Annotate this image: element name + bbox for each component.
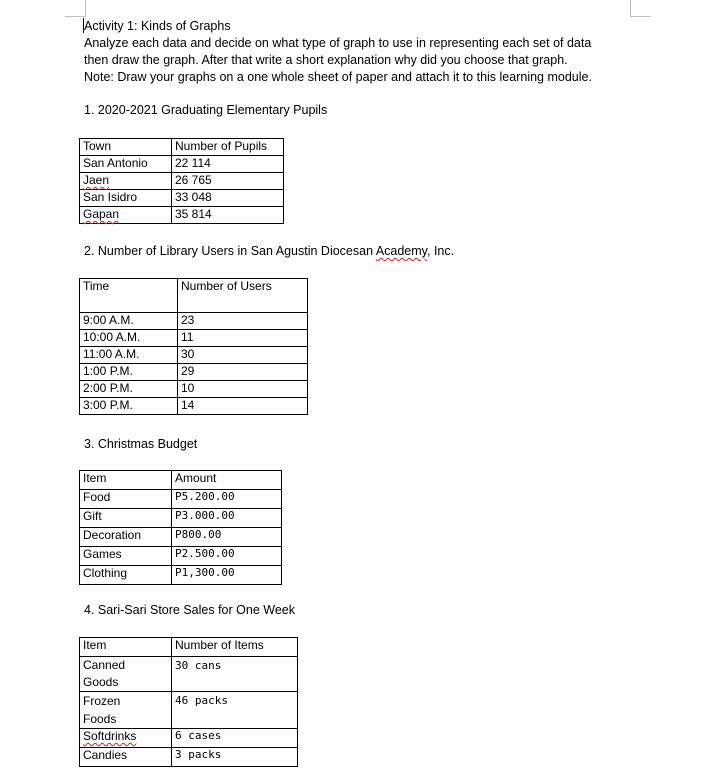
table-header: Number of Pupils [172, 139, 284, 156]
table-cell-text: Gapan [83, 207, 120, 221]
instructions-line: Analyze each data and decide on what type of graph to use in representing each set of data [84, 36, 592, 50]
table-cell: 33 048 [172, 190, 284, 207]
document-page[interactable] [83, 18, 644, 762]
table-header: Amount [172, 471, 282, 490]
table-cell [80, 173, 172, 190]
table-cell: P1,300.00 [172, 566, 282, 585]
table-cell: 10:00 A.M. [80, 330, 178, 347]
section-2-title [84, 244, 454, 258]
page-corner-marker [65, 0, 86, 17]
table-cell: 11 [178, 330, 308, 347]
table-cell: 6 cases [172, 729, 298, 748]
table-cell: San Isidro [80, 190, 172, 207]
table-cell: P800.00 [172, 528, 282, 547]
table-cell: 3:00 P.M. [80, 398, 178, 415]
table-cell: P3.000.00 [172, 509, 282, 528]
table-cell: Candies [80, 748, 172, 767]
table-cell: Food [80, 490, 172, 509]
table-cell: 10 [178, 381, 308, 398]
table-cell: 30 cans [172, 657, 298, 692]
table-cell [80, 207, 172, 224]
table-cell: 3 packs [172, 748, 298, 767]
table-cell: 2:00 P.M. [80, 381, 178, 398]
table-cell: 23 [178, 313, 308, 330]
store-sales-table [79, 637, 298, 767]
pupils-table [79, 138, 284, 224]
table-cell: P2.500.00 [172, 547, 282, 566]
table-cell: 22 114 [172, 156, 284, 173]
table-cell: San Antonio [80, 156, 172, 173]
table-cell: Games [80, 547, 172, 566]
table-cell: 30 [178, 347, 308, 364]
table-cell: 1:00 P.M. [80, 364, 178, 381]
table-cell [80, 692, 172, 729]
table-cell-line: Canned [83, 658, 126, 672]
section-4-title: 4. Sari-Sari Store Sales for One Week [84, 603, 295, 617]
table-header: Time [80, 279, 178, 313]
table-cell: 9:00 A.M. [80, 313, 178, 330]
table-cell: Clothing [80, 566, 172, 585]
table-header: Item [80, 638, 172, 657]
table-cell-text: Softdrinks [83, 729, 137, 743]
section-2-title-text: 2. Number of Library Users in San Agustin Diocesan [84, 244, 376, 258]
table-cell: 46 packs [172, 692, 298, 729]
library-users-table [79, 278, 308, 415]
table-cell-line: Frozen [83, 694, 121, 708]
instructions-line: then draw the graph. After that write a short explanation why did you choose that graph. [84, 53, 568, 67]
table-cell [80, 729, 172, 748]
table-cell: Gift [80, 509, 172, 528]
note-line: Note: Draw your graphs on a one whole sheet of paper and attach it to this learning module. [84, 70, 592, 84]
table-cell: 14 [178, 398, 308, 415]
section-3-title: 3. Christmas Budget [84, 437, 198, 451]
table-header: Town [80, 139, 172, 156]
table-cell: 11:00 A.M. [80, 347, 178, 364]
christmas-budget-table [79, 470, 282, 585]
section-1-title: 1. 2020-2021 Graduating Elementary Pupils [84, 103, 328, 117]
table-header: Item [80, 471, 172, 490]
section-2-title-word: Academy [375, 244, 427, 258]
section-2-title-suffix: , Inc. [427, 244, 455, 258]
table-cell: 35 814 [172, 207, 284, 224]
table-cell: Decoration [80, 528, 172, 547]
table-cell-text: Jaen [83, 173, 110, 187]
page-corner-marker [630, 0, 651, 17]
table-header: Number of Items [172, 638, 298, 657]
text-cursor [83, 18, 84, 33]
table-cell: 26 765 [172, 173, 284, 190]
activity-title: Activity 1: Kinds of Graphs [84, 19, 231, 33]
table-cell: P5.200.00 [172, 490, 282, 509]
table-cell-line: Goods [83, 675, 119, 689]
table-header: Number of Users [178, 279, 308, 313]
table-cell-line: Foods [83, 712, 117, 726]
table-cell [80, 657, 172, 692]
table-cell: 29 [178, 364, 308, 381]
